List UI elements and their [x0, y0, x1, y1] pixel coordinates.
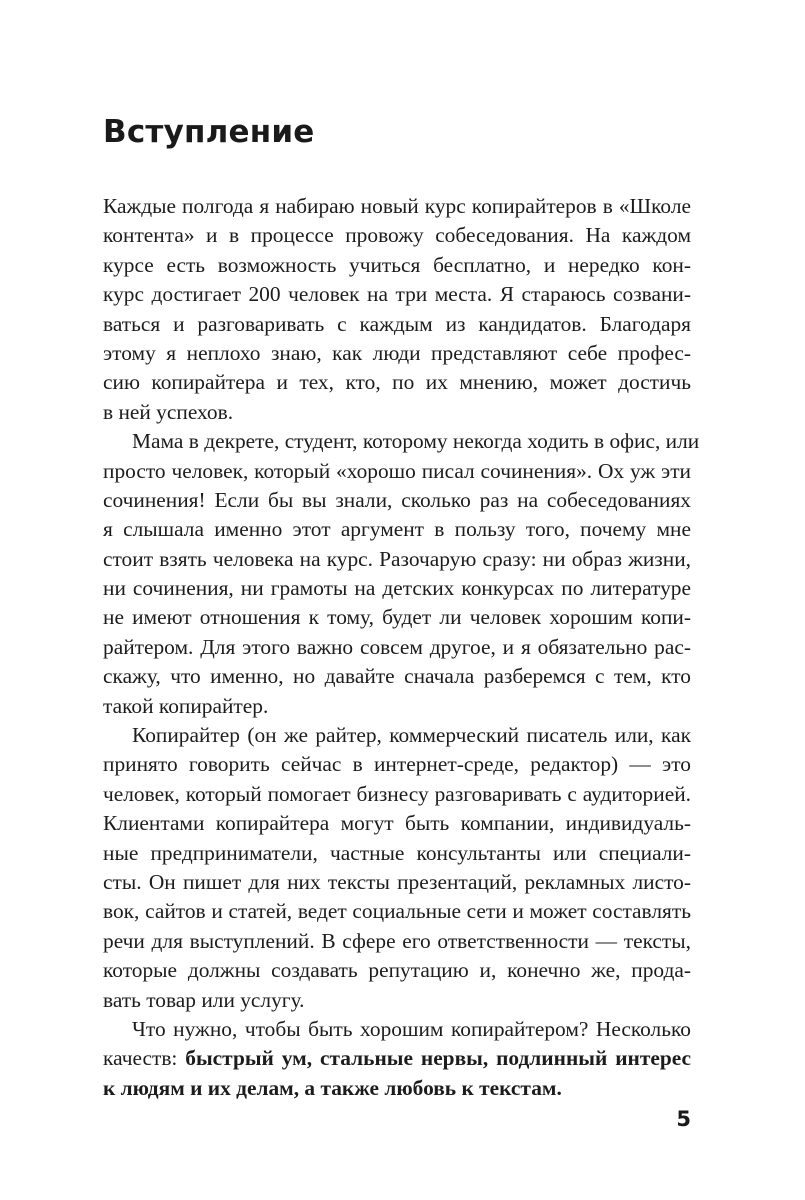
chapter-title: Вступление [103, 114, 315, 150]
paragraph-2 [103, 427, 700, 721]
text-line: Каждые полгода я набираю новый курс копирайтеров в «Школе [103, 194, 691, 218]
text-line: контента» и в процессе провожу собеседования. На каждом [103, 223, 691, 248]
text-line: вок, сайтов и статей, ведет социальные сети и может составлять [103, 899, 691, 924]
text-line: сочинения! Если бы вы знали, сколько раз на собеседованиях [103, 487, 691, 512]
text-line: ни сочинения, ни грамоты на детских конкурсах по литературе [103, 576, 691, 601]
emphasized-text-line: к людям и их делам, а также любовь к текстам. [103, 1075, 562, 1100]
page-number: 5 [676, 1107, 691, 1131]
text-line: скажу, что именно, но давайте сначала разберемся с тем, кто [103, 664, 691, 689]
book-page [103, 0, 700, 1200]
text-line: райтером. Для этого важно совсем другое, и я обязательно рас- [103, 634, 691, 659]
text-line: курсе есть возможность учиться бесплатно, и нередко кон- [103, 252, 691, 277]
text-line: я слышала именно этот аргумент в пользу того, почему мне [103, 517, 691, 542]
text-line: курс достигает 200 человек на три места. Я стараюсь созвани- [103, 282, 691, 307]
text-line: такой копирайтер. [103, 693, 269, 718]
text-line: принято говорить сейчас в интернет-среде, редактор) — это [103, 752, 691, 777]
text-line: Мама в декрете, студент, которому некогда ходить в офис, или [132, 429, 700, 454]
text-line: не имеют отношения к тому, будет ли человек хорошим копи- [103, 605, 691, 630]
text-line: человек, который помогает бизнесу разговаривать с аудиторией. [103, 781, 691, 806]
text-line: в ней успехов. [103, 399, 234, 424]
text-line: сию копирайтера и тех, кто, по их мнению, может достичь [103, 370, 691, 395]
text-line: сты. Он пишет для них тексты презентаций, рекламных листо- [103, 869, 691, 894]
text-line: просто человек, который «хорошо писал сочинения». Ох уж эти [103, 458, 691, 483]
paragraph-1 [103, 192, 691, 427]
text-line: ваться и разговаривать с каждым из кандидатов. Благодаря [103, 311, 691, 336]
text-line: ные предприниматели, частные консультанты или специали- [103, 840, 691, 865]
text-line: этому я неплохо знаю, как люди представляют себе профес- [103, 340, 691, 365]
text-line: которые должны создавать репутацию и, конечно же, прода- [103, 958, 691, 983]
text-line: речи для выступлений. В сфере его ответственности — тексты, [103, 928, 691, 953]
text-line: Клиентами копирайтера могут быть компании, индивидуаль- [103, 811, 691, 836]
text-fragment: качеств: [103, 1046, 186, 1071]
body-text [103, 192, 700, 1103]
text-line [103, 1044, 691, 1073]
paragraph-3 [103, 721, 691, 1015]
text-line: Копирайтер (он же райтер, коммерческий писатель или, как [132, 723, 691, 748]
text-line: вать товар или услугу. [103, 987, 305, 1012]
paragraph-4 [103, 1015, 691, 1103]
emphasized-text: быстрый ум, стальные нервы, подлинный интерес [185, 1046, 691, 1071]
text-line: стоит взять человека на курс. Разочарую сразу: ни образ жизни, [103, 546, 691, 571]
text-line: Что нужно, чтобы быть хорошим копирайтером? Несколько [132, 1016, 691, 1041]
